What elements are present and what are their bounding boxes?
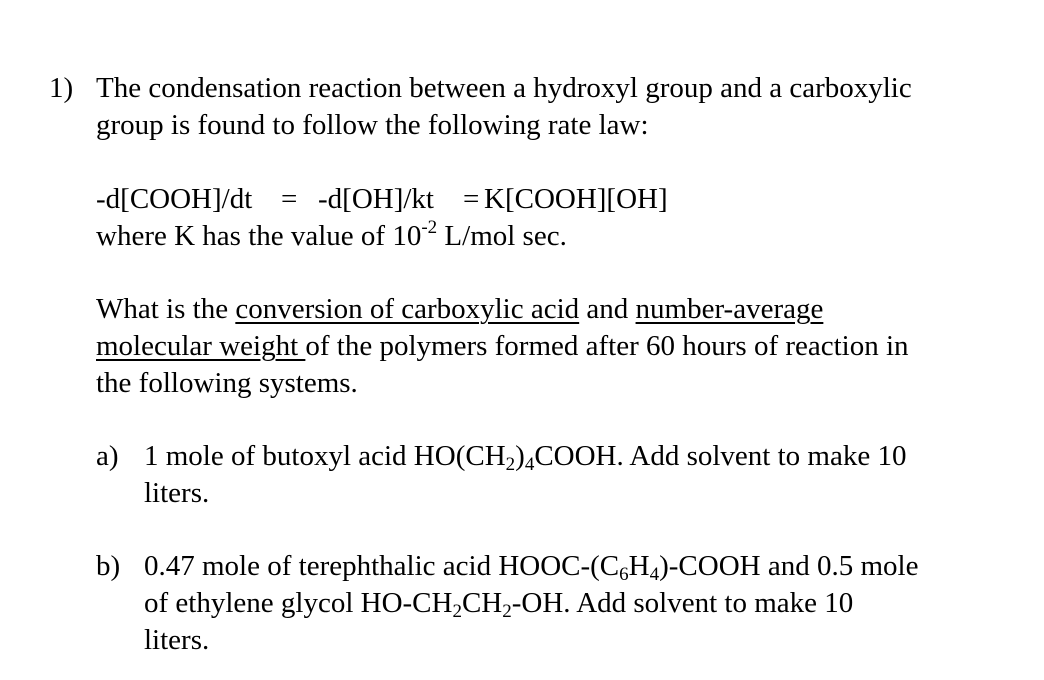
part-b-line2-pre: of ethylene glycol HO-CH bbox=[144, 587, 453, 619]
part-a-text-post: COOH. Add solvent to make 10 bbox=[534, 440, 907, 472]
part-b-line2-sub-2: 2 bbox=[502, 601, 512, 622]
rate-law-lhs: -d[COOH]/dt bbox=[96, 183, 253, 215]
intro-line-2: group is found to follow the following rate law: bbox=[96, 109, 649, 141]
rate-law-rhs: K[COOH][OH] bbox=[484, 183, 668, 215]
prompt-conversion-underlined: conversion of carboxylic acid bbox=[235, 293, 580, 325]
rate-law-equals-1: = bbox=[281, 183, 298, 215]
k-text-pre: where K has the value of 10 bbox=[96, 220, 422, 252]
question-number: 1) bbox=[49, 72, 74, 104]
part-b-line-1 bbox=[144, 548, 918, 585]
part-a-text-mid: ) bbox=[515, 440, 525, 472]
intro-line-1: The condensation reaction between a hydroxyl group and a carboxylic bbox=[96, 72, 912, 104]
part-b-text-mid: H bbox=[628, 550, 650, 582]
prompt-and: and bbox=[579, 293, 636, 325]
part-b-sub-1: 6 bbox=[619, 564, 629, 585]
part-b-text-pre: 0.47 mole of terephthalic acid HOOC-(C bbox=[144, 550, 620, 582]
prompt-molecular-weight-underlined: molecular weight bbox=[96, 330, 306, 362]
rate-law-equals-2: = bbox=[463, 183, 480, 215]
part-a-sub-1: 2 bbox=[505, 454, 516, 475]
part-b-text-post: )-COOH and 0.5 mole bbox=[659, 550, 919, 582]
prompt-prefix: What is the bbox=[96, 293, 236, 325]
part-a-text-pre: 1 mole of butoxyl acid HO(CH bbox=[144, 440, 506, 472]
prompt-line-1 bbox=[96, 291, 823, 328]
prompt-number-average-underlined: number-average bbox=[635, 293, 824, 325]
k-exponent: -2 bbox=[421, 217, 438, 238]
part-b-label: b) bbox=[96, 550, 121, 582]
k-value-line bbox=[96, 218, 567, 255]
prompt-line-3: the following systems. bbox=[96, 367, 358, 399]
part-a-line-1 bbox=[144, 438, 906, 475]
prompt-line-2 bbox=[96, 328, 909, 365]
part-b-sub-2: 4 bbox=[649, 564, 660, 585]
k-text-post: L/mol sec. bbox=[437, 220, 567, 252]
part-a-line-2: liters. bbox=[144, 477, 210, 509]
part-b-line2-mid: CH bbox=[461, 587, 503, 619]
part-b-line2-post: -OH. Add solvent to make 10 bbox=[511, 587, 854, 619]
part-a-label: a) bbox=[96, 440, 119, 472]
part-b-line2-sub-1: 2 bbox=[452, 601, 462, 622]
prompt-rest: of the polymers formed after 60 hours of reaction in bbox=[305, 330, 909, 362]
rate-law-mid: -d[OH]/kt bbox=[318, 183, 434, 215]
part-b-line-3: liters. bbox=[144, 624, 210, 656]
part-a-sub-2: 4 bbox=[524, 454, 535, 475]
part-b-line-2 bbox=[144, 585, 853, 622]
